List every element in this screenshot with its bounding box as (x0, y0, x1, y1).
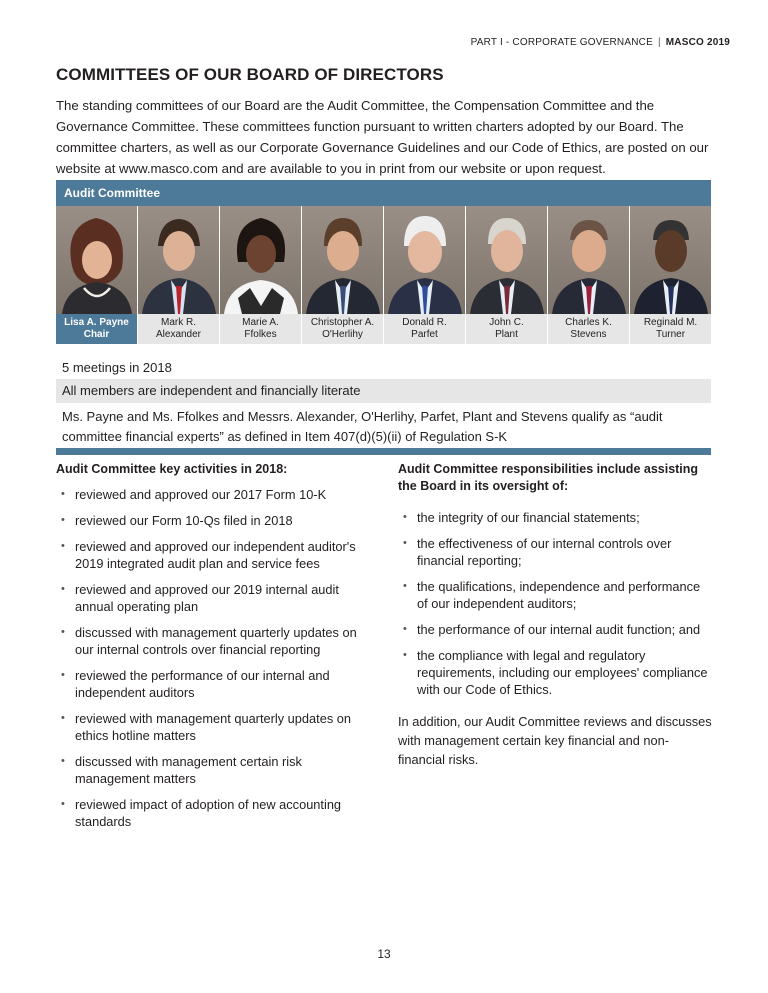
list-item: • reviewed and approved our 2019 internal audit annual operating plan (56, 581, 376, 615)
header-section: PART I - CORPORATE GOVERNANCE (470, 37, 653, 48)
list-item: • the effectiveness of our internal controls over financial reporting; (398, 535, 713, 569)
page-number: 13 (377, 947, 391, 961)
list-item: • the compliance with legal and regulatory requirements, including our employees' compliance with our Code of Ethics. (398, 647, 713, 698)
member-photo-parfet (384, 206, 465, 314)
responsibilities-list (398, 509, 713, 698)
member-photo-payne (56, 206, 137, 314)
list-item: • the integrity of our financial statements; (398, 509, 713, 526)
member-photo-alexander (138, 206, 219, 314)
list-item: • reviewed and approved our 2017 Form 10-K (56, 486, 376, 503)
list-item: • the performance of our internal audit function; and (398, 621, 713, 638)
member-name: Donald R. Parfet (384, 314, 465, 344)
list-item: • the qualifications, independence and performance of our independent auditors; (398, 578, 713, 612)
activities-column (56, 461, 376, 839)
page-title: COMMITTEES OF OUR BOARD OF DIRECTORS (56, 65, 444, 84)
list-item: • reviewed our Form 10-Qs filed in 2018 (56, 512, 376, 529)
member-photo-ffolkes (220, 206, 301, 314)
activities-heading: Audit Committee key activities in 2018: (56, 462, 288, 476)
member-photo-strip (56, 206, 711, 314)
responsibilities-column (398, 461, 713, 769)
list-item: • reviewed and approved our independent auditor's 2019 integrated audit plan and service fees (56, 538, 376, 572)
member-name: Mark R. Alexander (138, 314, 219, 344)
independence-note: All members are independent and financially literate (56, 379, 711, 403)
member-name: Lisa A. Payne Chair (56, 314, 137, 344)
member-name: Christopher A. O'Herlihy (302, 314, 383, 344)
activities-list (56, 486, 376, 830)
financial-experts-note: Ms. Payne and Ms. Ffolkes and Messrs. Alexander, O'Herlihy, Parfet, Plant and Stevens qualify as “audit committee financial experts” as defined in Item 407(d)(5)(ii) of Regulation S-K (62, 409, 663, 444)
member-photo-stevens (548, 206, 629, 314)
member-name-strip (56, 314, 711, 344)
header-brand: MASCO 2019 (665, 37, 730, 48)
list-item: • reviewed impact of adoption of new accounting standards (56, 796, 376, 830)
member-photo-plant (466, 206, 547, 314)
list-item: • discussed with management quarterly updates on our internal controls over financial reporting (56, 624, 376, 658)
member-photo-oherlihy (302, 206, 383, 314)
meetings-count: 5 meetings in 2018 (62, 360, 172, 375)
responsibilities-heading: Audit Committee responsibilities include assisting the Board in its oversight of: (398, 462, 699, 493)
risk-review-paragraph: In addition, our Audit Committee reviews and discusses with management certain key financial and non-financial risks. (398, 714, 712, 767)
member-name: Reginald M. Turner (630, 314, 711, 344)
member-name: John C. Plant (466, 314, 547, 344)
member-photo-turner (630, 206, 711, 314)
running-header (471, 37, 730, 48)
list-item: • reviewed the performance of our internal and independent auditors (56, 667, 376, 701)
committee-title-bar: Audit Committee (56, 180, 711, 206)
member-name: Charles K. Stevens (548, 314, 629, 344)
section-divider (56, 448, 711, 455)
list-item: • reviewed with management quarterly updates on ethics hotline matters (56, 710, 376, 744)
list-item: • discussed with management certain risk management matters (56, 753, 376, 787)
header-separator: | (657, 37, 661, 48)
member-name: Marie A. Ffolkes (220, 314, 301, 344)
intro-paragraph: The standing committees of our Board are the Audit Committee, the Compensation Committee and the Governance Committee. These committees function pursuant to written charters adopted by our Board. The committee charters, as well as our Corporate Governance Guidelines and our Code of Ethics, are posted on our website at www.masco.com and are available to you in print from our website or upon request. (56, 98, 709, 176)
